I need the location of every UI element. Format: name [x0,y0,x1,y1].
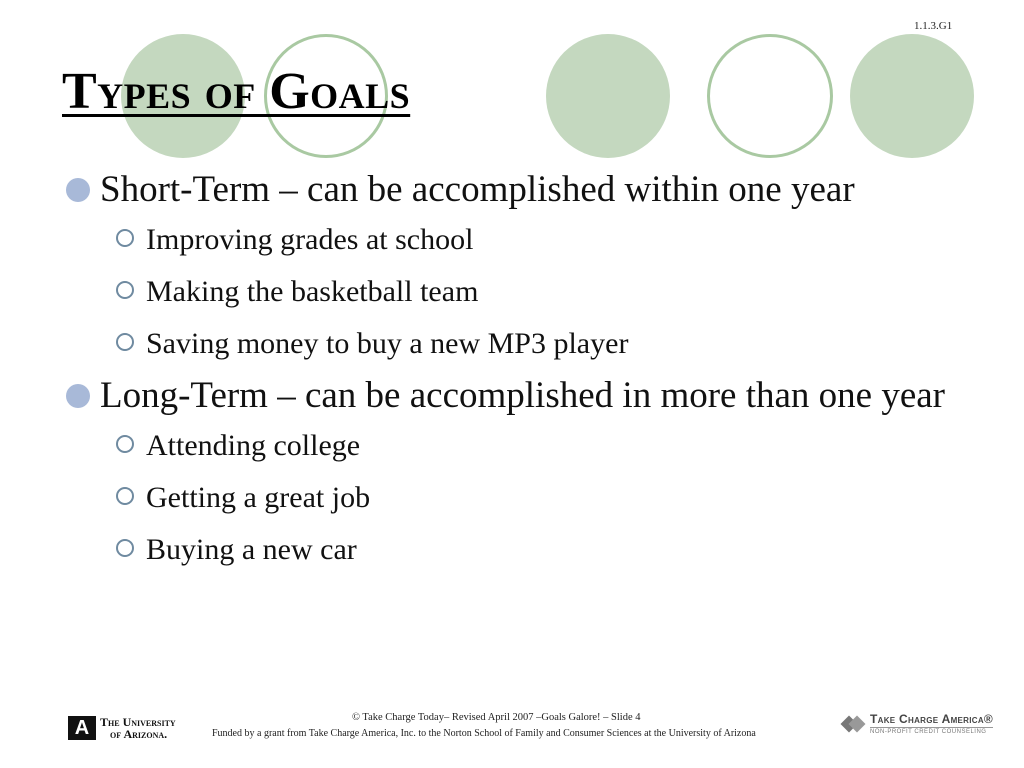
arizona-a-icon: A [68,716,96,740]
university-logo-line1: The University [100,715,176,729]
take-charge-tagline: NON-PROFIT CREDIT COUNSELING [870,727,993,735]
sub-bullet [64,420,964,472]
sub-bullet [64,318,964,370]
take-charge-america-logo [842,712,993,735]
take-charge-name: Take Charge America® [870,712,994,726]
ring-bullet-icon [116,539,134,557]
ring-bullet-icon [116,281,134,299]
bullet-dot-icon [66,178,90,202]
bullet-dot-icon [66,384,90,408]
slide-id: 1.1.3.G1 [914,20,953,32]
bullet-text: Short-Term – can be accomplished within one year [100,169,855,210]
diamond-icon [842,713,864,735]
ring-bullet-icon [116,333,134,351]
sub-bullet-text: Buying a new car [146,533,357,566]
decorative-circle-3 [850,34,974,158]
bullet-long-term [64,372,964,420]
sub-bullet [64,214,964,266]
footer-copyright: © Take Charge Today– Revised April 2007 –Goals Galore! – Slide 4 [352,712,641,723]
university-logo-line2: of Arizona. [110,727,168,741]
bullet-list [64,166,964,576]
sub-bullet-text: Saving money to buy a new MP3 player [146,327,629,360]
sub-bullet-text: Improving grades at school [146,223,474,256]
slide-title: Types of Goals [62,63,411,120]
ring-bullet-icon [116,487,134,505]
sub-bullet [64,472,964,524]
sub-bullet [64,266,964,318]
sub-bullet-text: Attending college [146,429,361,462]
decorative-ring-2 [707,34,833,158]
sub-bullet-text: Getting a great job [146,481,371,514]
decorative-circle-2 [546,34,670,158]
sub-bullet-text: Making the basketball team [146,275,479,308]
university-of-arizona-logo [68,716,176,740]
ring-bullet-icon [116,435,134,453]
bullet-text: Long-Term – can be accomplished in more than one year [100,375,946,416]
bullet-short-term [64,166,964,214]
sub-bullet [64,524,964,576]
footer-funding: Funded by a grant from Take Charge America, Inc. to the Norton School of Family and Consumer Sciences at the University of Arizona [212,728,756,739]
ring-bullet-icon [116,229,134,247]
